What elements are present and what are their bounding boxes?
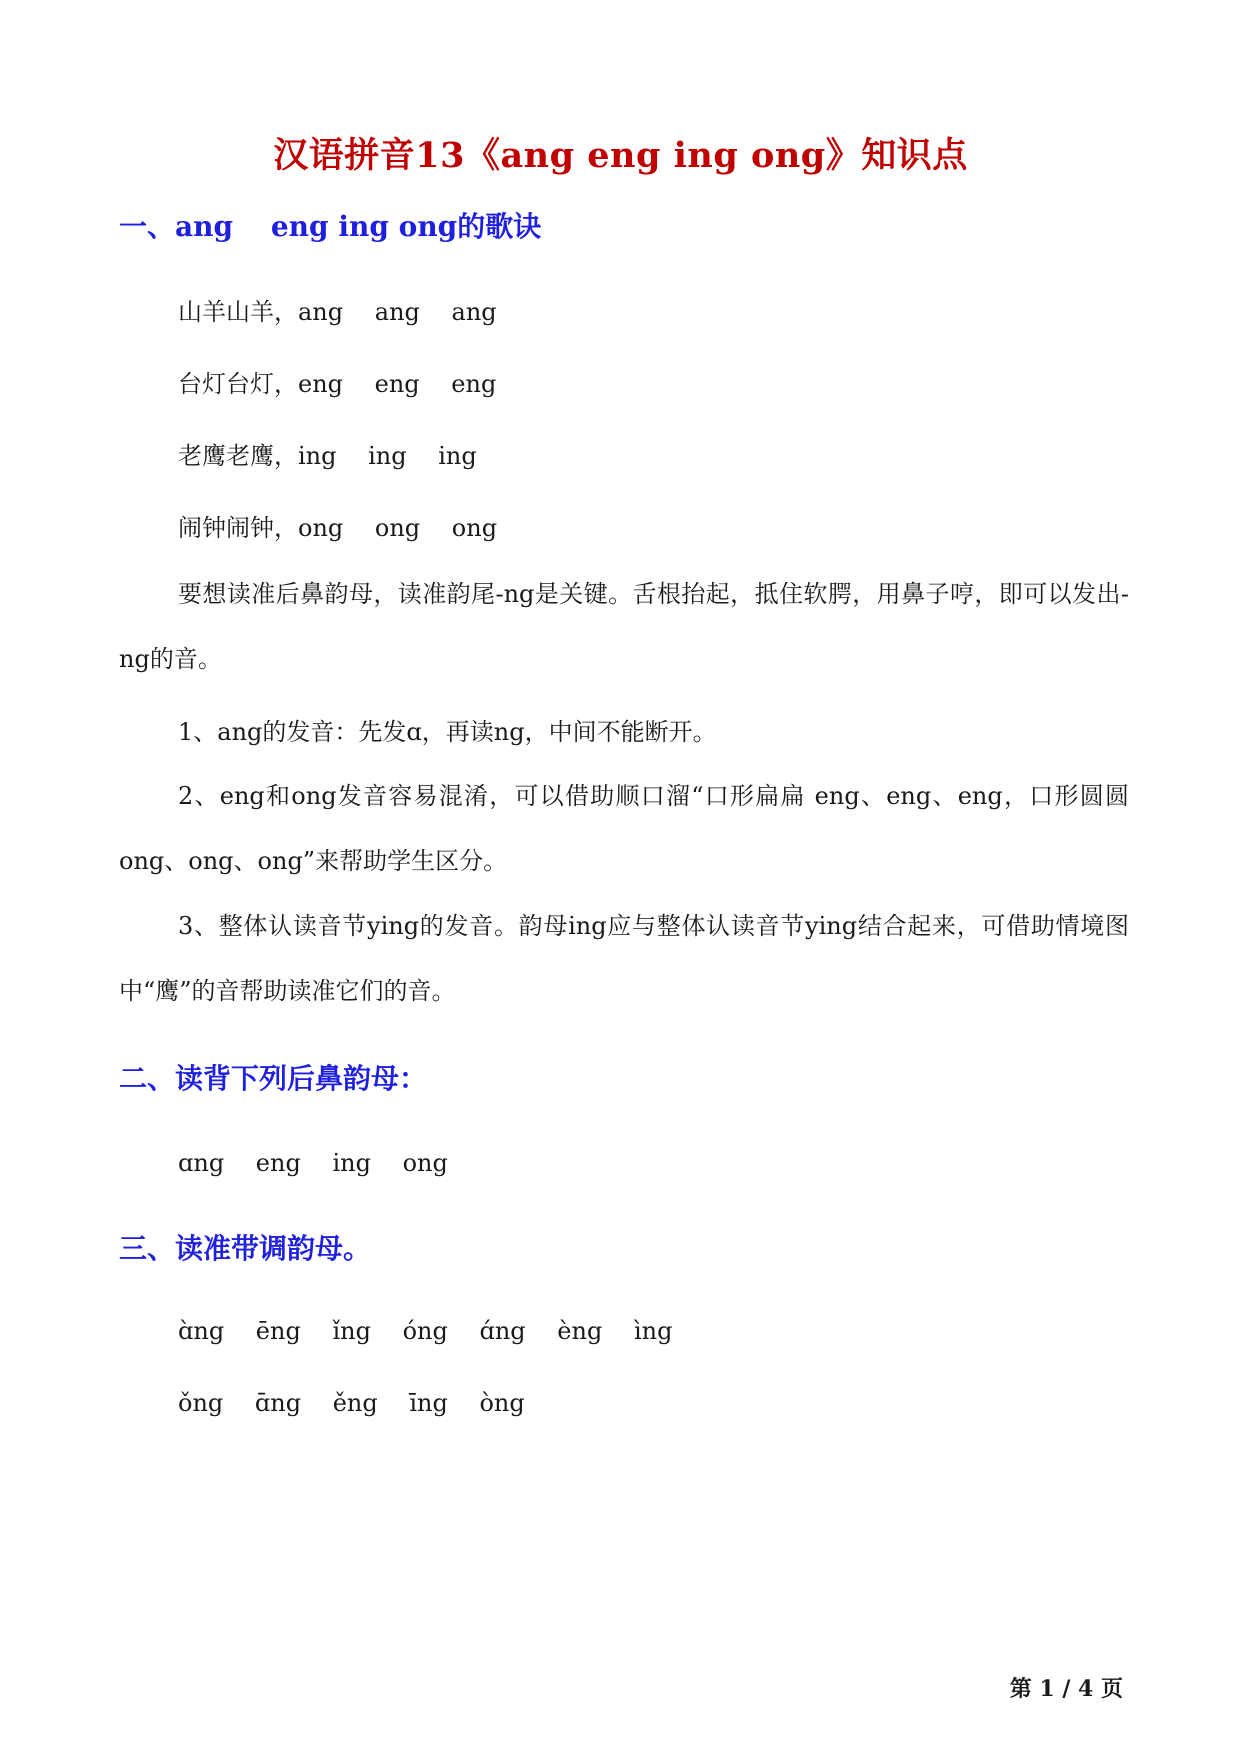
section-1-heading: 一、ang eng ing ong的歌诀 [119,210,542,243]
final-list-line: ɑng eng ing ong [178,1149,448,1177]
rhyme-line-1: 山羊山羊，ang ang ang [178,298,497,326]
tone-line-1: ɑ̀ng ēng ǐng óng ɑ́ng èng ìng [178,1317,673,1345]
rhyme-line-3: 老鹰老鹰，ing ing ing [178,442,477,470]
point-1: 1、ang的发音：先发ɑ，再读ng，中间不能断开。 [178,718,717,746]
rhyme-line-4: 闹钟闹钟，ong ong ong [178,514,498,542]
rhyme-line-2: 台灯台灯，eng eng eng [178,370,497,398]
section-2-heading: 二、读背下列后鼻韵母： [119,1062,428,1095]
page-number: 第 1 / 4 页 [1009,1676,1123,1702]
intro-paragraph: 要想读准后鼻韵母，读准韵尾-ng是关键。舌根抬起，抵住软腭，用鼻子哼，即可以发出-ng的音。 [119,580,1129,673]
document-title: 汉语拼音13《ang eng ing ong》知识点 [273,135,968,176]
tone-line-2: ǒng ɑ̄ng ěng īng òng [178,1389,525,1417]
section-3-heading: 三、读准带调韵母。 [119,1232,372,1265]
point-3: 3、整体认读音节ying的发音。韵母ing应与整体认读音节ying结合起来，可借助情境图中“鹰”的音帮助读准它们的音。 [119,912,1129,1005]
point-2: 2、eng和ong发音容易混淆，可以借助顺口溜“口形扁扁 eng、eng、eng，口形圆圆 ong、ong、ong”来帮助学生区分。 [119,782,1129,875]
